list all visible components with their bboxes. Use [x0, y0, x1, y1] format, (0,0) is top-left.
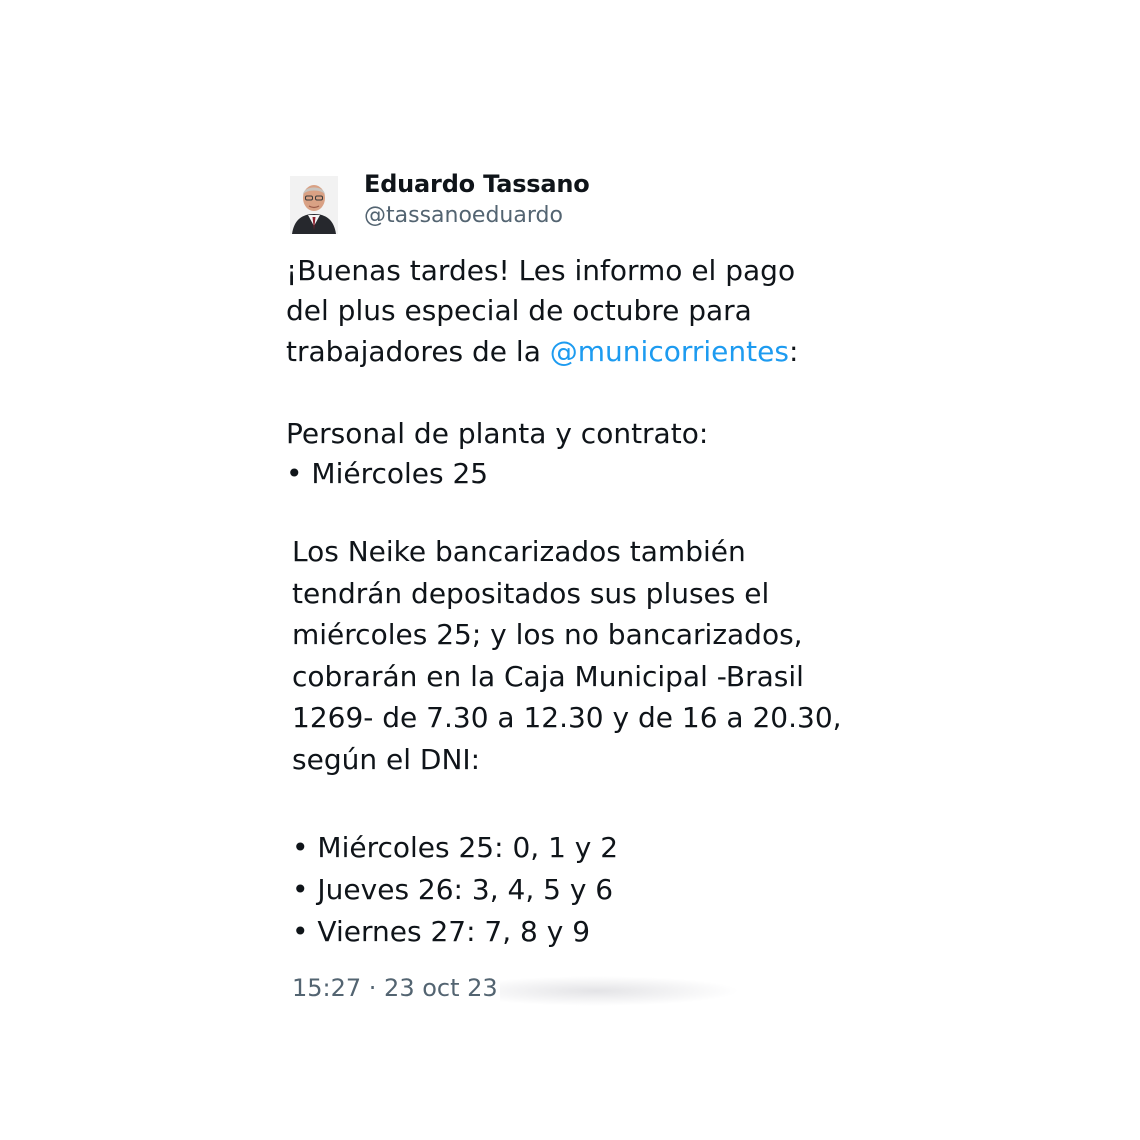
tweet-text-line: según el DNI:	[292, 743, 481, 776]
author-name[interactable]: Eduardo Tassano	[364, 170, 590, 198]
author-handle[interactable]: @tassanoeduardo	[364, 203, 563, 228]
person-avatar-icon	[290, 176, 338, 234]
schedule-item: • Viernes 27: 7, 8 y 9	[292, 915, 591, 948]
author-avatar[interactable]	[290, 176, 338, 234]
tweet-text-line: miércoles 25; y los no bancarizados,	[292, 618, 803, 651]
tweet-text-line: ¡Buenas tardes! Les informo el pago	[286, 254, 796, 287]
tweet-text-line: cobrarán en la Caja Municipal -Brasil	[292, 660, 804, 693]
staff-heading: Personal de planta y contrato:	[286, 417, 709, 450]
schedule-item: • Jueves 26: 3, 4, 5 y 6	[292, 873, 614, 906]
mention-link[interactable]: @municorrientes	[549, 335, 789, 368]
tweet-text-fragment: trabajadores de la	[286, 335, 550, 368]
tweet-text-fragment: :	[788, 335, 799, 368]
tweet-text-line: tendrán depositados sus pluses el	[292, 577, 770, 610]
schedule-item: • Miércoles 25: 0, 1 y 2	[292, 831, 619, 864]
tweet-text-line: del plus especial de octubre para	[286, 294, 752, 327]
staff-payment-day: • Miércoles 25	[286, 457, 489, 490]
tweet-timestamp[interactable]: 15:27 · 23 oct 23	[292, 974, 498, 1002]
tweet-text-line: Los Neike bancarizados también	[292, 535, 746, 568]
tweet-text-line	[286, 332, 798, 372]
tweet-text-line: 1269- de 7.30 a 12.30 y de 16 a 20.30,	[292, 701, 842, 734]
blurred-area	[500, 976, 740, 1006]
